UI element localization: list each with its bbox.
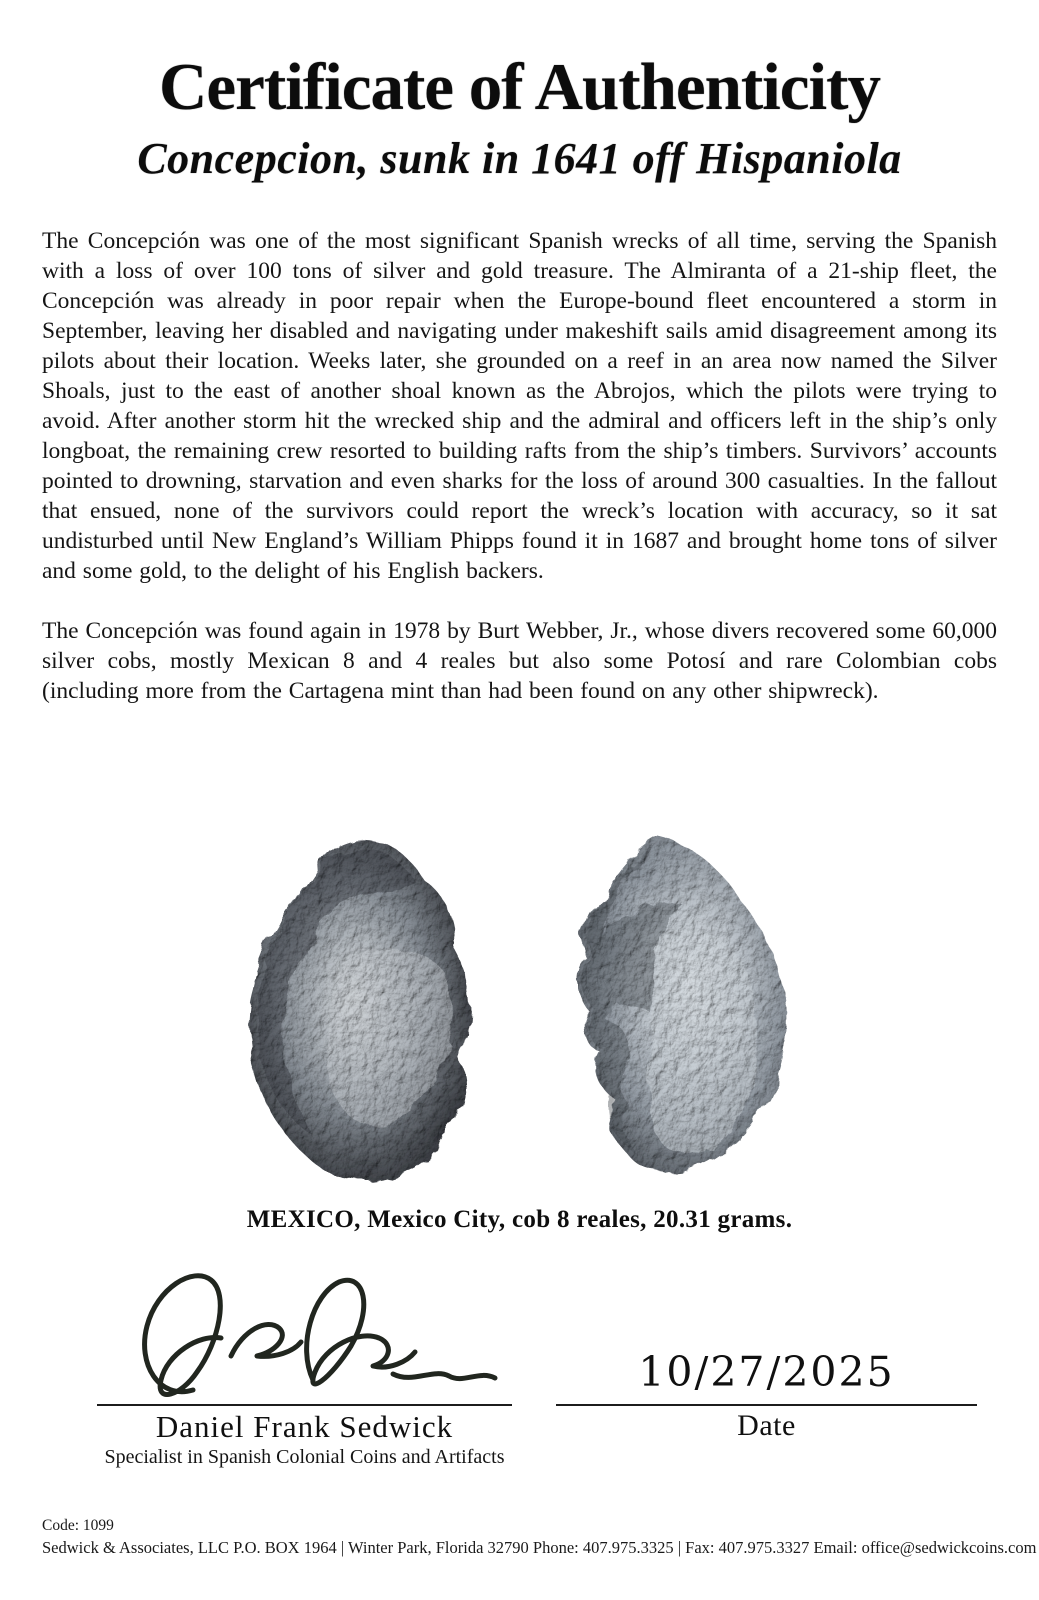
signature-line: [97, 1404, 512, 1406]
coin-obverse-image: [247, 838, 471, 1181]
date-value: 10/27/2025: [638, 1348, 895, 1396]
date-label: Date: [737, 1409, 796, 1442]
certificate-body: [42, 226, 997, 706]
page-title: Certificate of Authenticity: [159, 50, 880, 124]
page-subtitle: Concepcion, sunk in 1641 off Hispaniola: [137, 134, 902, 184]
coin-reverse-image: [577, 836, 786, 1173]
signer-title: Specialist in Spanish Colonial Coins and Artifacts: [104, 1446, 505, 1468]
signer-name: Daniel Frank Sedwick: [155, 1409, 454, 1444]
coin-photos-image: [230, 822, 810, 1190]
signature-image: [97, 1262, 512, 1404]
footer-address: Sedwick & Associates, LLC P.O. BOX 1964 | Winter Park, Florida 32790 Phone: 407.975.3325 | Fax: 407.975.3327 Email: office@sedwickcoins.com: [42, 1538, 1037, 1557]
footer-code: Code: 1099: [42, 1517, 114, 1534]
date-block: [556, 1262, 977, 1443]
date-line: [556, 1404, 977, 1406]
history-paragraph-1: The Concepción was one of the most significant Spanish wrecks of all time, serving the Spanish with a loss of over 100 tons of silver and gold treasure. The Almiranta of a 21-ship fleet, the Concepción was already in poor repair when the Europe-bound fleet encountered a storm in September, leaving her disabled and navigating under makeshift sails amid disagreement among its pilots about their location. Weeks later, she grounded on a reef in an area now named the Silver Shoals, just to the east of another shoal known as the Abrojos, which the pilots were trying to avoid. After another storm hit the wrecked ship and the admiral and officers left in the ship’s only longboat, the remaining crew resorted to building rafts from the ship’s timbers. Survivors’ accounts pointed to drowning, starvation and even sharks for the loss of around 300 casualties. In the fallout that ensued, none of the survivors could report the wreck’s location with accuracy, so it sat undisturbed until New England’s William Phipps found it in 1687 and brought home tons of silver and some gold, to the delight of his English backers.: [42, 228, 997, 585]
coin-photos: [0, 822, 1039, 1195]
history-paragraph-2: The Concepción was found again in 1978 by Burt Webber, Jr., whose divers recovered some 60,000 silver cobs, mostly Mexican 8 and 4 reales but also some Potosí and rare Colombian cobs (including more from the Cartagena mint than had been found on any other shipwreck).: [42, 618, 997, 705]
certificate-footer: [42, 1517, 1037, 1558]
signature-block: [97, 1262, 512, 1469]
certificate-header: [0, 0, 1039, 184]
coin-caption: MEXICO, Mexico City, cob 8 reales, 20.31 grams.: [246, 1206, 793, 1233]
